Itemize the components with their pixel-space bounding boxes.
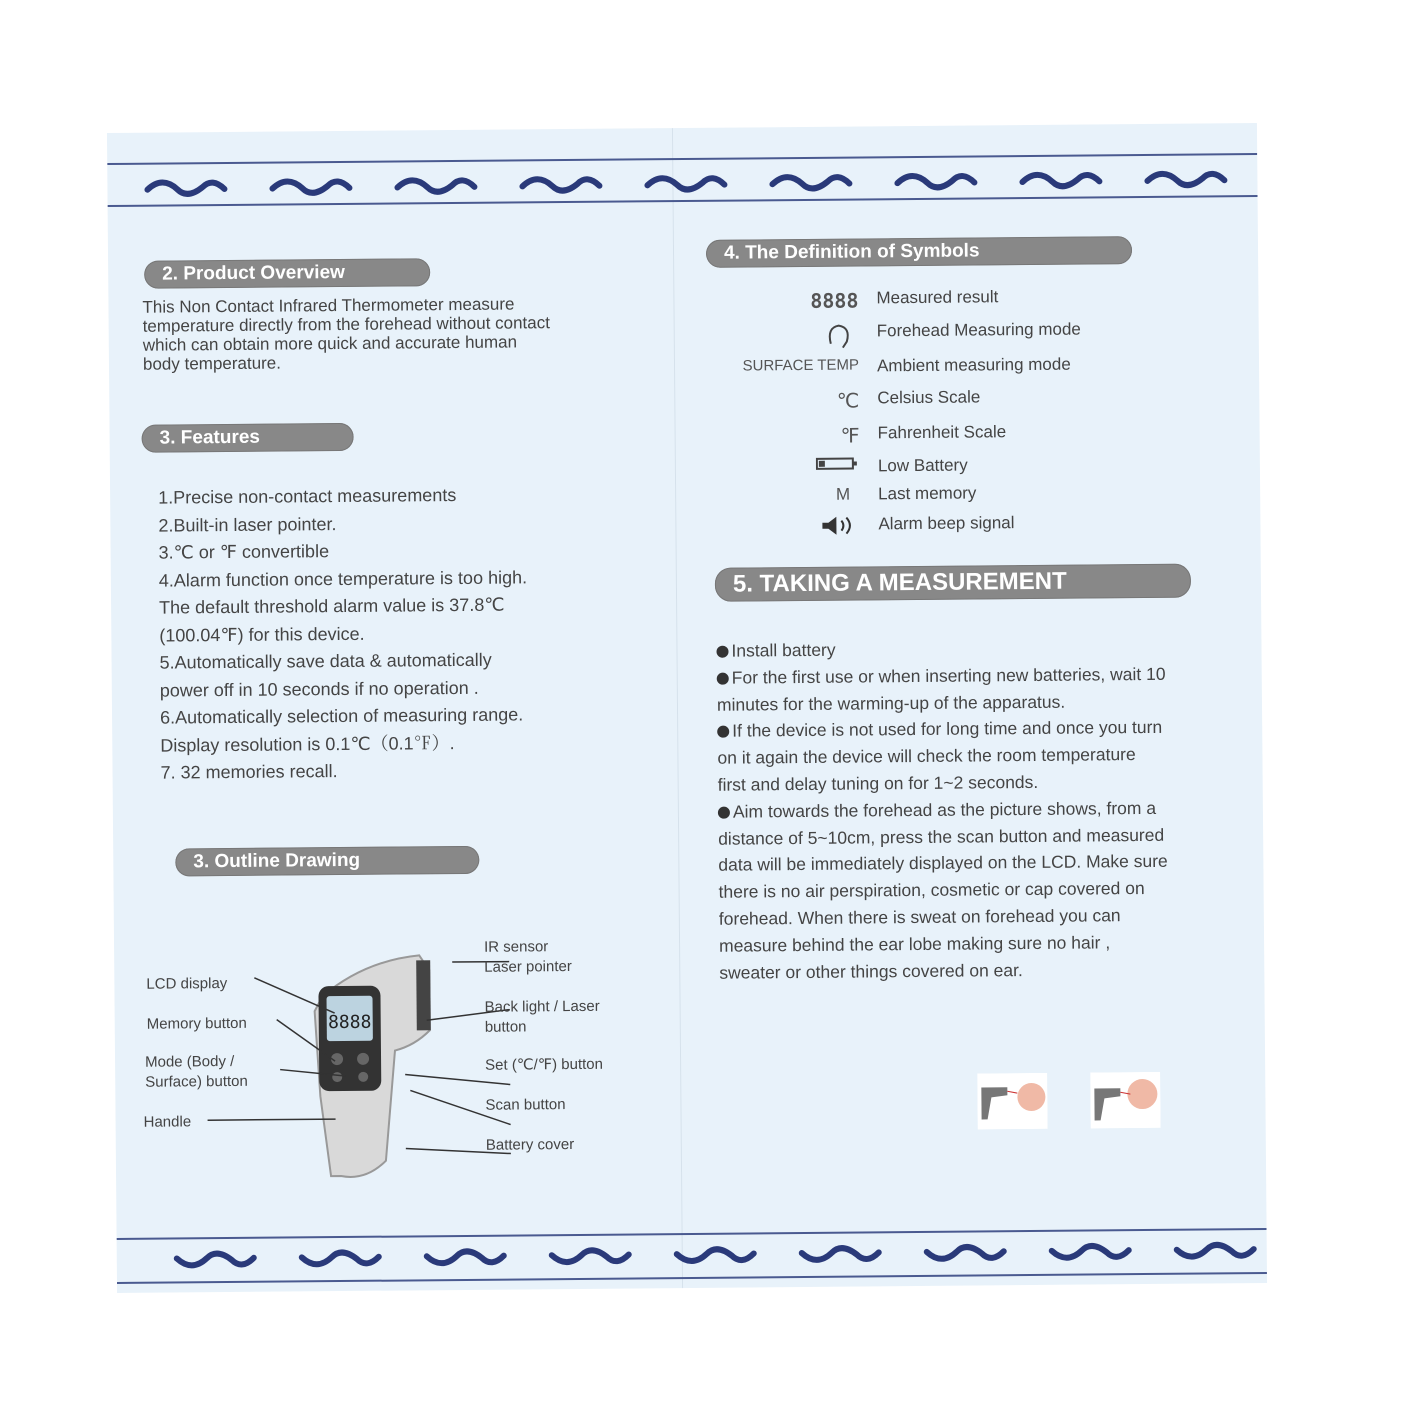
symbol-label: Alarm beep signal [878,513,1015,534]
label-set-button: Set (℃/℉) button [485,1055,604,1074]
feature-line: (100.04℉) for this device. [159,623,365,646]
low-battery-icon [710,456,860,475]
symbol-row [709,353,1269,386]
label-lcd-display: LCD display [146,975,228,993]
symbol-row [710,511,1270,544]
seven-segment-digits-icon: 8888 [810,288,859,313]
symbol-label: Forehead Measuring mode [876,319,1081,341]
label-scan-button: Scan button [485,1096,566,1114]
label-handle: Handle [143,1113,192,1131]
bullet-dot [717,672,729,684]
label-mode-button-line2: Surface) button [145,1072,248,1091]
page-fold [672,128,683,1288]
feature-line: 1.Precise non-contact measurements [158,485,457,508]
feature-line: 2.Built-in laser pointer. [158,513,337,536]
taking-measurement-heading: 5. TAKING A MEASUREMENT [715,564,1191,602]
fahrenheit-icon: ℉ [840,425,860,448]
feature-line: 5.Automatically save data & automatically [159,649,492,673]
bullet-dot [716,646,728,658]
label-laser-pointer: Laser pointer [484,958,572,976]
label-memory-button: Memory button [146,1014,247,1033]
feature-line: 4.Alarm function once temperature is too high. [158,566,528,591]
symbols-heading: 4. The Definition of Symbols [706,236,1132,268]
symbol-label: Celsius Scale [877,387,981,408]
symbol-label: Ambient measuring mode [876,354,1071,376]
symbol-row [709,318,1269,351]
speaker-icon [710,514,860,541]
outline-drawing-heading: 3. Outline Drawing [175,846,479,877]
symbol-row [710,420,1270,453]
symbol-label: Fahrenheit Scale [877,422,1007,443]
measurement-bullet [717,661,1167,719]
ear-measurement-illustration [1090,1072,1160,1129]
label-battery-cover: Battery cover [485,1136,575,1154]
symbol-label: Measured result [876,287,999,308]
label-backlight-laser: Back light / Laser [484,997,600,1016]
measurement-instructions [716,634,1169,986]
feature-line: Display resolution is 0.1℃（0.1℉）. [160,732,455,756]
feature-line: The default threshold alarm value is 37.8℃ [159,594,505,618]
label-backlight-laser-2: button [484,1018,527,1036]
lcd-digits: 8888 [327,1011,372,1034]
measurement-bullet [717,714,1168,798]
top-scroll-border [107,148,1257,218]
bullet-dot [718,806,730,818]
label-ir-sensor: IR sensor [484,938,549,956]
forehead-head-icon [709,321,859,356]
bullet-text: If the device is not used for long time and once you turn on it again the device will check the room temperature first and delay tuning on for 1~2 seconds. [717,717,1163,795]
symbol-label: Low Battery [877,455,968,476]
product-overview-text: This Non Contact Infrared Thermometer measure temperature directly from the forehead without contact which can obtain more quick and accurate human body temperature. [142,294,550,374]
features-heading: 3. Features [142,423,354,453]
feature-line: power off in 10 seconds if no operation . [159,677,479,701]
feature-line: 7. 32 memories recall. [160,761,338,783]
bullet-dot [717,726,729,738]
feature-line: 3.℃ or ℉ convertible [158,541,330,563]
features-list [158,481,529,787]
symbol-row [709,385,1269,418]
feature-line: 6.Automatically selection of measuring range. [159,704,524,728]
bottom-scroll-border [117,1223,1267,1293]
forehead-measurement-illustration [977,1073,1047,1130]
measurement-bullet [718,795,1170,986]
measurement-bullet [716,634,1166,665]
bullet-text: Install battery [731,639,836,661]
bullet-text: Aim towards the forehead as the picture shows, from a distance of 5~10cm, press the scan button and measured data will be immediately displayed on the LCD. Make sure there is no air perspiration, cosmetic or cap covered on forehead. When there is sweat on forehead you can measure behind the ear lobe making sure no hair , sweater or other things covered on ear. [718,797,1168,983]
celsius-icon: ℃ [836,390,860,413]
label-mode-button-line1: Mode (Body / [144,1052,235,1071]
symbol-label: Last memory [878,483,977,504]
symbol-row [710,481,1270,514]
manual-sheet [107,123,1267,1293]
surface-temp-text: SURFACE TEMP [742,356,860,375]
memory-m-icon: M [835,484,851,504]
product-overview-heading: 2. Product Overview [144,258,430,288]
bullet-text: For the first use or when inserting new batteries, wait 10 minutes for the warming-up of the apparatus. [716,663,1166,715]
symbol-row [708,285,1268,318]
